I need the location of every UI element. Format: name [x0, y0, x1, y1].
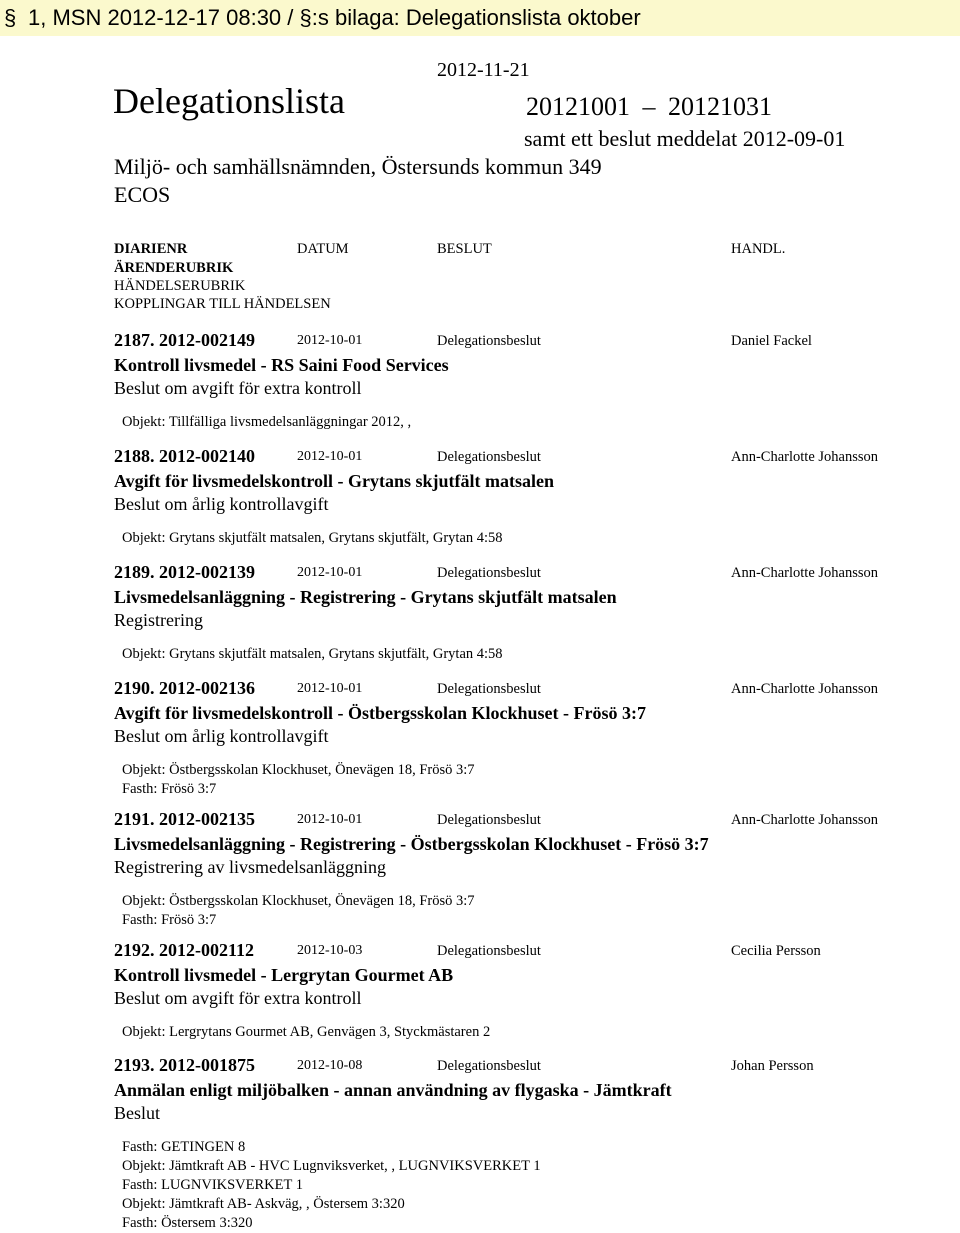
entry-decision-type: Delegationsbeslut — [437, 565, 541, 581]
entry-link-line: Fasth: GETINGEN 8 — [122, 1139, 246, 1155]
entry-decision-type: Delegationsbeslut — [437, 1058, 541, 1074]
entry-date: 2012-10-08 — [297, 1058, 363, 1073]
entry-links — [122, 413, 411, 432]
entry-event: Beslut — [114, 1103, 161, 1123]
entry-title: Livsmedelsanläggning - Registrering - Östbergsskolan Klockhuset - Frösö 3:7 — [114, 834, 709, 854]
entry-decision-type: Delegationsbeslut — [437, 681, 541, 697]
entry-link-line: Fasth: LUGNVIKSVERKET 1 — [122, 1177, 303, 1193]
entry-officer: Daniel Fackel — [731, 333, 812, 349]
section-icon: § — [4, 5, 17, 30]
entry-event: Beslut om årlig kontrollavgift — [114, 726, 329, 746]
decision-entry — [0, 1055, 960, 1231]
entry-link-line: Fasth: Frösö 3:7 — [122, 912, 217, 928]
entry-links — [122, 1023, 490, 1042]
entry-title: Avgift för livsmedelskontroll - Östbergsskolan Klockhuset - Frösö 3:7 — [114, 703, 646, 723]
entry-title: Avgift för livsmedelskontroll - Grytans skjutfält matsalen — [114, 471, 554, 491]
entry-link-line: Objekt: Östbergsskolan Klockhuset, Önevägen 18, Frösö 3:7 — [122, 893, 475, 909]
header-handelserubrik: HÄNDELSERUBRIK — [114, 278, 246, 294]
entry-number: 2192. 2012-002112 — [114, 940, 255, 960]
entry-title: Kontroll livsmedel - Lergrytan Gourmet AB — [114, 965, 454, 985]
document-system: ECOS — [114, 182, 171, 207]
entry-link-line: Fasth: Frösö 3:7 — [122, 781, 217, 797]
header-diarienr: DIARIENR — [114, 241, 188, 257]
entry-event: Beslut om avgift för extra kontroll — [114, 988, 362, 1008]
entry-decision-type: Delegationsbeslut — [437, 812, 541, 828]
decision-entry — [0, 940, 960, 1064]
entry-number: 2187. 2012-002149 — [114, 330, 255, 350]
entry-link-line: Fasth: Östersem 3:320 — [122, 1215, 253, 1231]
header-beslut: BESLUT — [437, 241, 492, 257]
entry-date: 2012-10-01 — [297, 449, 363, 464]
entry-link-line: Objekt: Jämtkraft AB - HVC Lugnviksverket, , LUGNVIKSVERKET 1 — [122, 1158, 541, 1174]
entry-date: 2012-10-01 — [297, 681, 363, 696]
entry-link-line: Objekt: Grytans skjutfält matsalen, Grytans skjutfält, Grytan 4:58 — [122, 646, 503, 662]
entry-event: Registrering av livsmedelsanläggning — [114, 857, 386, 877]
decision-entry — [0, 330, 960, 454]
decision-entry — [0, 446, 960, 570]
entry-links — [122, 761, 475, 799]
header-datum: DATUM — [297, 241, 349, 257]
document-organisation: Miljö- och samhällsnämnden, Östersunds kommun 349 — [114, 154, 602, 179]
header-arenderubrik: ÄRENDERUBRIK — [114, 260, 234, 276]
entry-decision-type: Delegationsbeslut — [437, 943, 541, 959]
entry-title: Kontroll livsmedel - RS Saini Food Services — [114, 355, 449, 375]
entry-event: Beslut om årlig kontrollavgift — [114, 494, 329, 514]
entry-links — [122, 645, 503, 664]
entry-link-line: Objekt: Grytans skjutfält matsalen, Grytans skjutfält, Grytan 4:58 — [122, 530, 503, 546]
entry-officer: Ann-Charlotte Johansson — [731, 565, 878, 581]
header-handlaggare: HANDL. — [731, 241, 786, 257]
entry-date: 2012-10-03 — [297, 943, 363, 958]
document-title: Delegationslista — [113, 81, 345, 121]
entry-number: 2191. 2012-002135 — [114, 809, 255, 829]
entry-title: Anmälan enligt miljöbalken - annan användning av flygaska - Jämtkraft — [114, 1080, 672, 1100]
entry-date: 2012-10-01 — [297, 812, 363, 827]
document-date: 2012-11-21 — [437, 59, 530, 81]
entry-number: 2193. 2012-001875 — [114, 1055, 255, 1075]
document-period: 20121001 – 20121031 — [526, 92, 772, 121]
entry-number: 2189. 2012-002139 — [114, 562, 255, 582]
entry-link-line: Objekt: Östbergsskolan Klockhuset, Önevägen 18, Frösö 3:7 — [122, 762, 475, 778]
banner-title: 1, MSN 2012-12-17 08:30 / §:s bilaga: Delegationslista oktober — [28, 5, 641, 30]
entry-event: Registrering — [114, 610, 203, 630]
entry-date: 2012-10-01 — [297, 565, 363, 580]
entry-links — [122, 892, 475, 930]
entry-links — [122, 1138, 541, 1233]
decision-entry — [0, 678, 960, 802]
entry-officer: Ann-Charlotte Johansson — [731, 681, 878, 697]
header-kopplingar: KOPPLINGAR TILL HÄNDELSEN — [114, 296, 331, 312]
entry-links — [122, 529, 503, 548]
entry-event: Beslut om avgift för extra kontroll — [114, 378, 362, 398]
decision-entry — [0, 562, 960, 686]
entry-officer: Ann-Charlotte Johansson — [731, 812, 878, 828]
entry-officer: Johan Persson — [731, 1058, 814, 1074]
entry-officer: Ann-Charlotte Johansson — [731, 449, 878, 465]
entry-number: 2190. 2012-002136 — [114, 678, 255, 698]
entry-officer: Cecilia Persson — [731, 943, 821, 959]
entry-link-line: Objekt: Lergrytans Gourmet AB, Genvägen 3, Styckmästaren 2 — [122, 1024, 491, 1040]
attachment-banner — [0, 0, 960, 36]
entry-link-line: Objekt: Jämtkraft AB- Askväg, , Östersem 3:320 — [122, 1196, 405, 1212]
decision-entry — [0, 809, 960, 933]
document-extra-decision-note: samt ett beslut meddelat 2012-09-01 — [524, 126, 846, 151]
entry-decision-type: Delegationsbeslut — [437, 333, 541, 349]
entry-decision-type: Delegationsbeslut — [437, 449, 541, 465]
entry-title: Livsmedelsanläggning - Registrering - Grytans skjutfält matsalen — [114, 587, 617, 607]
entry-link-line: Objekt: Tillfälliga livsmedelsanläggningar 2012, , — [122, 414, 412, 430]
entry-number: 2188. 2012-002140 — [114, 446, 255, 466]
entry-date: 2012-10-01 — [297, 333, 363, 348]
